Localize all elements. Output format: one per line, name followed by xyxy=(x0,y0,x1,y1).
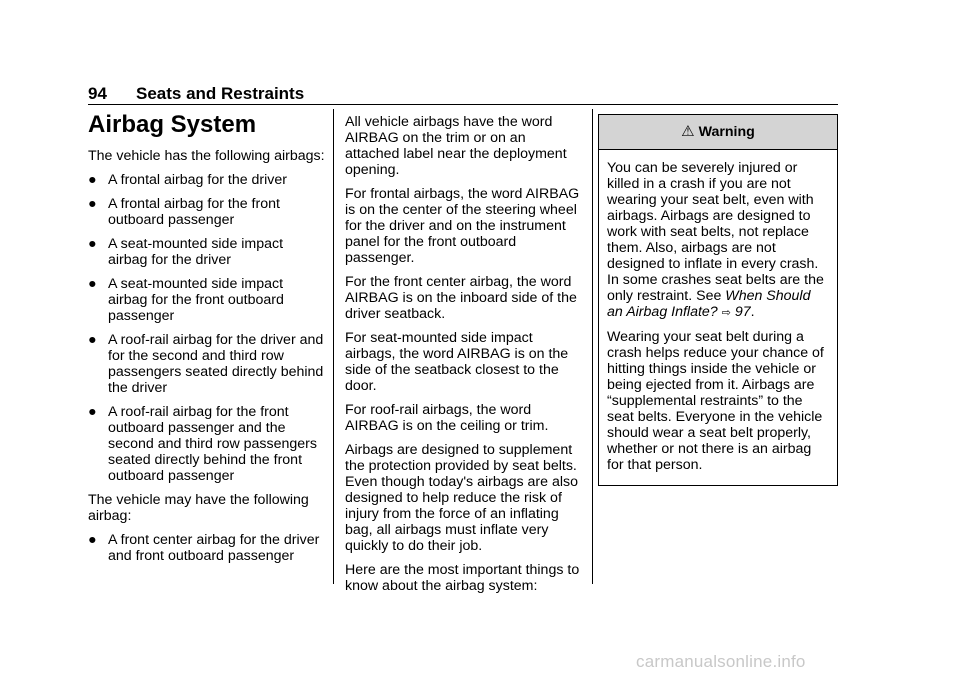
airbag-list xyxy=(88,172,326,484)
column-divider xyxy=(333,109,334,584)
column-divider xyxy=(592,109,593,584)
list-item: ● A seat-mounted side impact airbag for the front outboard passenger xyxy=(88,276,284,324)
list-item: ● A front center airbag for the driver and front outboard passenger xyxy=(88,532,320,564)
column-1 xyxy=(88,112,326,572)
list-item: ● A roof-rail airbag for the driver and for the second and third row passengers seated directly behind the driver xyxy=(88,332,324,396)
paragraph: Here are the most important things to know about the airbag system: xyxy=(345,562,580,594)
section-title: Seats and Restraints xyxy=(136,84,305,103)
page-number: 94 xyxy=(88,84,107,103)
bullet-icon: ● xyxy=(88,276,97,292)
warning-paragraph: You can be severely injured or killed in a crash if you are not wearing your seat belt, even with airbags. Airbags are designed to work with seat belts, not replace them. Also, airbags are not designed to inflate in every crash. In some crashes seat belts are the only restraint. See When Should an Airbag Inflate? ⇨ 97. xyxy=(607,160,824,320)
warning-triangle-icon: ⚠ xyxy=(681,123,695,140)
page-reference-icon: ⇨ xyxy=(721,307,731,319)
warning-paragraph: Wearing your seat belt during a crash helps reduce your chance of hitting things inside the vehicle or being ejected from it. Airbags are “supplemental restraints” to the seat belts. Everyone in the vehicle should wear a seat belt properly, whether or not there is an airbag for that person. xyxy=(607,329,824,473)
bullet-icon: ● xyxy=(88,196,97,212)
warning-title: Warning xyxy=(698,124,755,140)
warning-box xyxy=(598,114,838,486)
optional-airbag-paragraph: The vehicle may have the following airbag: xyxy=(88,492,309,524)
paragraph: Airbags are designed to supplement the protection provided by seat belts. Even though today's airbags are also designed to help reduce the risk of injury from the force of an inflating bag, all airbags must inflate very quickly to do their job. xyxy=(345,442,579,554)
list-item: ● A seat-mounted side impact airbag for the driver xyxy=(88,236,284,268)
paragraph: All vehicle airbags have the word AIRBAG on the trim or on an attached label near the deployment opening. xyxy=(345,114,567,178)
page-title: Airbag System xyxy=(88,111,257,138)
paragraph: For seat-mounted side impact airbags, the word AIRBAG is on the side of the seatback closest to the door. xyxy=(345,330,569,394)
column-2 xyxy=(345,114,581,602)
warning-header xyxy=(599,115,837,150)
paragraph: For roof-rail airbags, the word AIRBAG is on the ceiling or trim. xyxy=(345,402,549,434)
bullet-icon: ● xyxy=(88,532,97,548)
bullet-icon: ● xyxy=(88,236,97,252)
header-divider xyxy=(88,104,838,105)
bullet-icon: ● xyxy=(88,332,97,348)
list-item: ● A frontal airbag for the front outboard passenger xyxy=(88,196,280,228)
warning-body xyxy=(599,150,837,485)
column-3 xyxy=(598,114,838,486)
page-reference-number[interactable]: 97 xyxy=(734,304,751,320)
paragraph: For the front center airbag, the word AIRBAG is on the inboard side of the driver seatback. xyxy=(345,274,577,322)
paragraph: For frontal airbags, the word AIRBAG is on the center of the steering wheel for the driver and on the instrument panel for the front outboard passenger. xyxy=(345,186,580,266)
cross-reference-link[interactable]: When Should an Airbag Inflate? xyxy=(607,288,811,320)
bullet-icon: ● xyxy=(88,172,97,188)
intro-paragraph: The vehicle has the following airbags: xyxy=(88,148,325,164)
list-item: ● A roof-rail airbag for the front outboard passenger and the second and third row passengers seated directly behind the front outboard passenger xyxy=(88,404,317,484)
watermark: carmanualsonline.info xyxy=(636,652,806,671)
page-header xyxy=(88,84,840,104)
bullet-icon: ● xyxy=(88,404,97,420)
list-item: ● A frontal airbag for the driver xyxy=(88,172,288,188)
optional-airbag-list xyxy=(88,532,326,564)
